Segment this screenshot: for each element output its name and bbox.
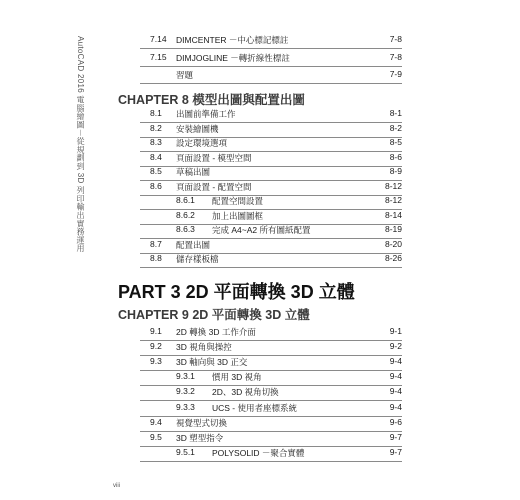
entry-number: 9.4 bbox=[150, 416, 162, 427]
entry-title: 習題 bbox=[176, 70, 194, 80]
entry-number: 9.5.1 bbox=[176, 446, 195, 457]
side-title: AutoCAD 2016 電腦繪圖－從規劃到 3D 列印輸出實務運用 bbox=[76, 36, 85, 253]
entry-title: 3D 軸向與 3D 正交 bbox=[176, 357, 248, 368]
entry-number: 9.3.2 bbox=[176, 386, 195, 397]
entry-number: 9.3.3 bbox=[176, 401, 195, 412]
entry-number: 9.1 bbox=[150, 326, 162, 336]
entry-number: 8.8 bbox=[150, 253, 162, 263]
entry-number: 9.3 bbox=[150, 356, 162, 367]
entry-title: UCS - 使用者座標系統 bbox=[212, 402, 298, 413]
entry-page: 7-9 bbox=[389, 69, 402, 79]
entry-page: 7-8 bbox=[389, 34, 402, 44]
entry-title: 3D 視角與操控 bbox=[176, 342, 232, 353]
entry-title: 頁面設置 - 模型空間 bbox=[176, 152, 252, 163]
entry-title: DIMCENTER －中心標記標註 bbox=[176, 35, 289, 45]
entry-number: 8.1 bbox=[150, 108, 162, 118]
entry-page: 9-6 bbox=[389, 416, 402, 427]
entry-number: 7.14 bbox=[150, 34, 167, 44]
entry-page: 8-6 bbox=[389, 151, 402, 162]
entry-title: 配置空間設置 bbox=[212, 196, 264, 206]
entry-page: 8-14 bbox=[384, 209, 402, 220]
entry-number: 9.2 bbox=[150, 341, 162, 352]
entry-number: 9.5 bbox=[150, 431, 162, 442]
entry-page: 8-2 bbox=[389, 122, 402, 133]
entry-title: 2D、3D 視角切換 bbox=[212, 387, 279, 398]
toc-entry[interactable] bbox=[140, 48, 402, 67]
entry-page: 8-12 bbox=[384, 180, 402, 191]
entry-title: 加上出圖圖框 bbox=[212, 210, 264, 221]
entry-page: 8-5 bbox=[389, 137, 402, 147]
entry-number: 8.2 bbox=[150, 122, 162, 133]
part-3-heading: PART 3 2D 平面轉換 3D 立體 bbox=[118, 282, 355, 302]
entry-title: 視覺型式切換 bbox=[176, 417, 228, 428]
entry-number: 8.5 bbox=[150, 166, 162, 176]
entry-title: 完成 A4~A2 所有圖紙配置 bbox=[212, 225, 311, 235]
entry-title: 頁面設置 - 配置空間 bbox=[176, 181, 252, 192]
entry-title: 配置出圖 bbox=[176, 239, 211, 250]
entry-page: 8-9 bbox=[389, 166, 402, 176]
entry-number: 8.6.2 bbox=[176, 209, 195, 220]
entry-number: 8.6.1 bbox=[176, 195, 195, 205]
entry-title: 3D 塑型指令 bbox=[176, 432, 224, 443]
entry-page: 9-7 bbox=[389, 446, 402, 457]
entry-page: 9-4 bbox=[389, 386, 402, 397]
toc-entry[interactable] bbox=[140, 443, 402, 462]
entry-title: POLYSOLID －聚合實體 bbox=[212, 447, 305, 458]
chapter-8-heading: CHAPTER 8 模型出圖與配置出圖 bbox=[118, 93, 305, 107]
entry-title: 慣用 3D 視角 bbox=[212, 372, 262, 383]
entry-title: 安裝繪圖機 bbox=[176, 123, 219, 134]
entry-title: 設定環境選項 bbox=[176, 138, 228, 148]
entry-number: 8.4 bbox=[150, 151, 162, 162]
entry-page: 9-2 bbox=[389, 341, 402, 352]
entry-number: 7.15 bbox=[150, 51, 167, 62]
entry-number: 9.3.1 bbox=[176, 371, 195, 382]
entry-title: 出圖前準備工作 bbox=[176, 109, 236, 119]
entry-page: 9-4 bbox=[389, 356, 402, 367]
entry-number: 8.6.3 bbox=[176, 224, 195, 234]
entry-page: 8-20 bbox=[384, 238, 402, 249]
entry-number: 8.3 bbox=[150, 137, 162, 147]
entry-page: 9-1 bbox=[389, 326, 402, 336]
toc-entry[interactable] bbox=[140, 249, 402, 268]
entry-page: 8-12 bbox=[384, 195, 402, 205]
entry-title: 草稿出圖 bbox=[176, 167, 211, 177]
toc-entry[interactable] bbox=[140, 65, 402, 84]
entry-page: 9-4 bbox=[389, 401, 402, 412]
entry-page: 7-8 bbox=[389, 51, 402, 62]
entry-title: 儲存樣板檔 bbox=[176, 254, 219, 264]
entry-page: 8-1 bbox=[389, 108, 402, 118]
entry-number: 8.7 bbox=[150, 238, 162, 249]
toc-entry[interactable] bbox=[140, 30, 402, 49]
entry-page: 9-4 bbox=[389, 371, 402, 382]
entry-title: 2D 轉換 3D 工作介面 bbox=[176, 327, 256, 337]
entry-page: 9-7 bbox=[389, 431, 402, 442]
folio: viii bbox=[113, 483, 120, 489]
entry-page: 8-26 bbox=[384, 253, 402, 263]
chapter-9-heading: CHAPTER 9 2D 平面轉換 3D 立體 bbox=[118, 308, 310, 322]
entry-number: 8.6 bbox=[150, 180, 162, 191]
entry-page: 8-19 bbox=[384, 224, 402, 234]
entry-title: DIMJOGLINE －轉折線性標註 bbox=[176, 52, 290, 63]
